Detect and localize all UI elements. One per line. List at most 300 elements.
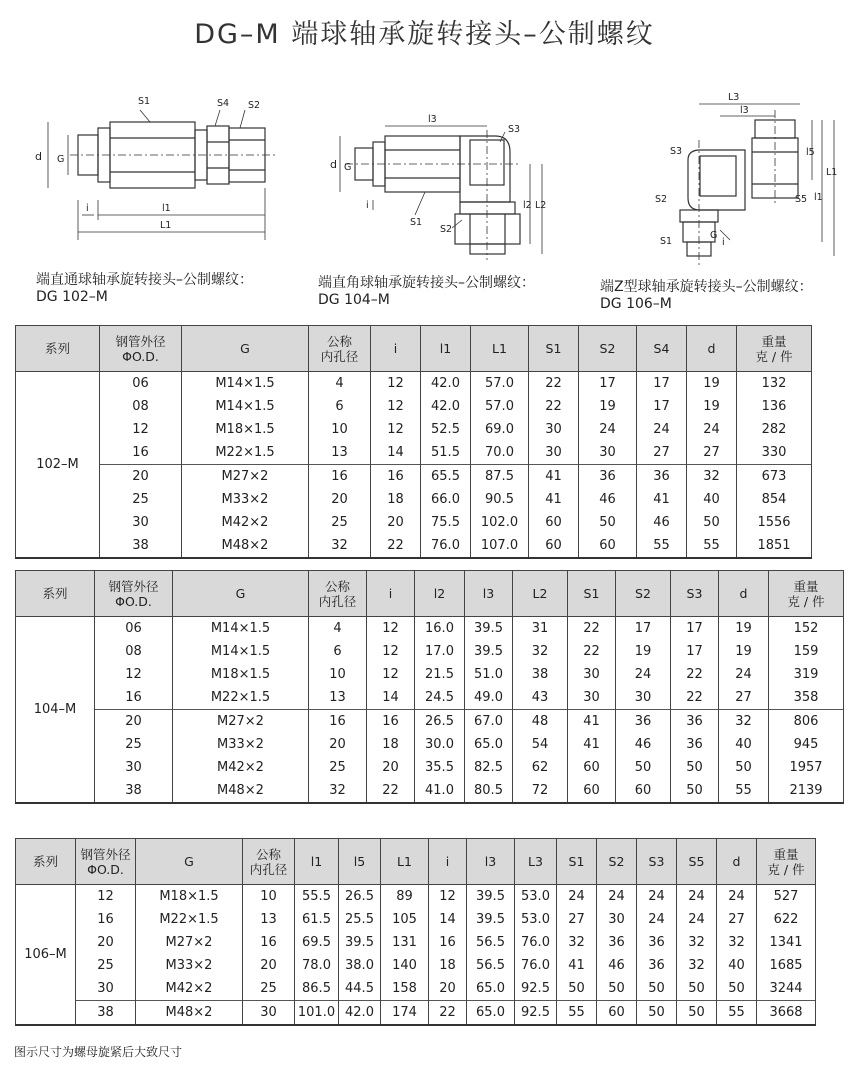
table-cell: 60: [529, 511, 579, 534]
table-cell: M22×1.5: [173, 686, 309, 710]
table-cell: 42.0: [339, 1001, 381, 1026]
table-cell: 12: [367, 663, 415, 686]
table-cell: 24: [557, 885, 597, 909]
table-cell: M22×1.5: [136, 908, 243, 931]
table-cell: 32: [309, 534, 371, 558]
table-cell: 24: [597, 885, 637, 909]
table-cell: 38: [100, 534, 182, 558]
label-104-s2: S2: [440, 224, 453, 235]
table-cell: 1957: [769, 756, 844, 779]
table-cell: 38: [95, 779, 173, 803]
table-cell: M42×2: [136, 977, 243, 1001]
label-102-s2: S2: [248, 100, 261, 111]
table-cell: 3668: [757, 1001, 816, 1026]
column-header: S3: [671, 571, 719, 617]
footnote: 图示尺寸为螺母旋紧后大致尺寸: [14, 1045, 183, 1059]
table-cell: 152: [769, 617, 844, 641]
table-cell: 17: [579, 372, 637, 396]
table-cell: 16: [76, 908, 136, 931]
table-cell: 50: [637, 1001, 677, 1026]
table-cell: M18×1.5: [182, 418, 309, 441]
table-cell: 30: [529, 441, 579, 465]
table-cell: 50: [637, 977, 677, 1001]
table-cell: 4: [309, 617, 367, 641]
table-cell: 46: [637, 511, 687, 534]
table-cell: 25: [243, 977, 295, 1001]
table-cell: 1685: [757, 954, 816, 977]
column-header: 公称 内孔径: [309, 571, 367, 617]
table-cell: 39.5: [465, 617, 513, 641]
table-cell: 30: [529, 418, 579, 441]
table-cell: 36: [671, 733, 719, 756]
table-cell: 17: [671, 617, 719, 641]
column-header: l1: [421, 326, 471, 372]
table-cell: 55.5: [295, 885, 339, 909]
table-cell: 36: [616, 710, 671, 734]
table-cell: 20: [371, 511, 421, 534]
table-cell: 24: [637, 885, 677, 909]
table-cell: 282: [737, 418, 812, 441]
table-row: [16, 931, 816, 954]
table-cell: 25.5: [339, 908, 381, 931]
label-106-s5: S5: [795, 194, 808, 205]
table-cell: 36: [637, 954, 677, 977]
table-cell: 39.5: [467, 885, 515, 909]
table-cell: 53.0: [515, 885, 557, 909]
table-cell: 08: [95, 640, 173, 663]
column-header: G: [182, 326, 309, 372]
column-header: 系列: [16, 326, 100, 372]
table-cell: 65.5: [421, 465, 471, 489]
table-cell: 30.0: [415, 733, 465, 756]
column-header: S2: [616, 571, 671, 617]
column-header: S3: [637, 839, 677, 885]
table-cell: 32: [717, 931, 757, 954]
table-cell: 82.5: [465, 756, 513, 779]
table-cell: 50: [557, 977, 597, 1001]
table-cell: 46: [579, 488, 637, 511]
table-cell: 57.0: [471, 372, 529, 396]
table-cell: 1851: [737, 534, 812, 558]
table-row: [16, 779, 844, 803]
table-cell: 32: [309, 779, 367, 803]
label-106-l3: l3: [740, 105, 749, 116]
table-cell: 12: [76, 885, 136, 909]
table-cell: 20: [100, 465, 182, 489]
table-cell: 6: [309, 640, 367, 663]
table-cell: 30: [95, 756, 173, 779]
table-cell: 50: [687, 511, 737, 534]
table-cell: 10: [243, 885, 295, 909]
table-cell: 12: [95, 663, 173, 686]
label-106-L1: L1: [826, 167, 838, 178]
column-header: l3: [467, 839, 515, 885]
table-cell: 18: [429, 954, 467, 977]
caption-dg106: [600, 279, 813, 313]
table-row: [16, 663, 844, 686]
table-cell: 30: [568, 686, 616, 710]
table-cell: 10: [309, 418, 371, 441]
table-cell: 56.5: [467, 931, 515, 954]
caption-model: DG 104–M: [318, 292, 390, 308]
table-cell: 158: [381, 977, 429, 1001]
table-cell: M48×2: [136, 1001, 243, 1026]
table-cell: 319: [769, 663, 844, 686]
table-cell: 19: [719, 617, 769, 641]
table-cell: 92.5: [515, 1001, 557, 1026]
column-header: 钢管外径 ΦO.D.: [95, 571, 173, 617]
table-cell: 30: [568, 663, 616, 686]
table-cell: 60: [529, 534, 579, 558]
table-cell: 25: [95, 733, 173, 756]
label-102-s4: S4: [217, 98, 230, 109]
table-cell: 330: [737, 441, 812, 465]
column-header: S2: [597, 839, 637, 885]
table-cell: 89: [381, 885, 429, 909]
table-cell: M14×1.5: [173, 617, 309, 641]
table-cell: 86.5: [295, 977, 339, 1001]
table-cell: 56.5: [467, 954, 515, 977]
table-cell: 30: [597, 908, 637, 931]
table-cell: 27: [557, 908, 597, 931]
column-header: L3: [515, 839, 557, 885]
table-cell: 1556: [737, 511, 812, 534]
column-header: S1: [568, 571, 616, 617]
table-cell: 32: [719, 710, 769, 734]
table-cell: 41: [529, 488, 579, 511]
table-cell: 22: [367, 779, 415, 803]
table-cell: 945: [769, 733, 844, 756]
table-cell: 3244: [757, 977, 816, 1001]
table-cell: 16: [371, 465, 421, 489]
table-cell: 12: [367, 617, 415, 641]
caption-model: DG 102–M: [36, 289, 108, 305]
label-104-l2: l2: [523, 200, 532, 211]
table-cell: 31: [513, 617, 568, 641]
table-cell: 4: [309, 372, 371, 396]
table-cell: M14×1.5: [182, 372, 309, 396]
table-cell: 75.5: [421, 511, 471, 534]
table-cell: 60: [568, 779, 616, 803]
table-row: [16, 908, 816, 931]
table-row: [16, 372, 812, 396]
table-row: [16, 534, 812, 558]
table-cell: 55: [687, 534, 737, 558]
table-cell: 10: [309, 663, 367, 686]
table-cell: 06: [95, 617, 173, 641]
table-cell: 12: [367, 640, 415, 663]
table-cell: 87.5: [471, 465, 529, 489]
table-cell: 17: [671, 640, 719, 663]
series-cell: 102–M: [16, 372, 100, 559]
table-cell: M42×2: [182, 511, 309, 534]
table-cell: 673: [737, 465, 812, 489]
table-cell: 32: [687, 465, 737, 489]
table-cell: 19: [687, 395, 737, 418]
table-cell: 17.0: [415, 640, 465, 663]
table-cell: M18×1.5: [136, 885, 243, 909]
table-cell: 12: [100, 418, 182, 441]
table-cell: 20: [243, 954, 295, 977]
table-cell: 40: [717, 954, 757, 977]
table-cell: 42.0: [421, 395, 471, 418]
caption-title: 端Z型球轴承旋转接头–公制螺纹：: [600, 279, 813, 295]
column-header: L1: [381, 839, 429, 885]
drawing-dg106: [680, 104, 834, 265]
table-cell: 140: [381, 954, 429, 977]
label-104-l3: l3: [428, 114, 437, 125]
caption-title: 端直角球轴承旋转接头–公制螺纹：: [318, 275, 535, 291]
table-cell: 527: [757, 885, 816, 909]
table-cell: 46: [616, 733, 671, 756]
table-cell: 22: [568, 640, 616, 663]
column-header: i: [367, 571, 415, 617]
table-cell: 24: [637, 908, 677, 931]
label-106-l1: l1: [814, 192, 823, 203]
table-cell: 41: [557, 954, 597, 977]
table-cell: 30: [616, 686, 671, 710]
table-cell: 132: [737, 372, 812, 396]
table-cell: 65.0: [467, 977, 515, 1001]
label-106-L3: L3: [728, 92, 740, 103]
column-header: L1: [471, 326, 529, 372]
table-cell: 32: [677, 931, 717, 954]
table-cell: 41: [637, 488, 687, 511]
column-header: S4: [637, 326, 687, 372]
table-cell: 17: [637, 395, 687, 418]
label-106-s3: S3: [670, 146, 683, 157]
table-cell: 14: [429, 908, 467, 931]
column-header: d: [719, 571, 769, 617]
table-cell: 22: [429, 1001, 467, 1026]
table-cell: M18×1.5: [173, 663, 309, 686]
column-header: i: [429, 839, 467, 885]
table-cell: 40: [719, 733, 769, 756]
column-header: 系列: [16, 571, 95, 617]
table-cell: 12: [371, 418, 421, 441]
table-cell: 16: [429, 931, 467, 954]
label-102-i: i: [86, 203, 89, 214]
table-cell: 50: [597, 977, 637, 1001]
drawing-dg104: [340, 126, 542, 260]
table-cell: 16: [95, 686, 173, 710]
table-cell: 50: [671, 756, 719, 779]
table-cell: 24: [677, 908, 717, 931]
label-102-L1: L1: [160, 220, 172, 231]
table-cell: 854: [737, 488, 812, 511]
table-row: [16, 756, 844, 779]
column-header: S1: [557, 839, 597, 885]
table-cell: 65.0: [467, 1001, 515, 1026]
table-cell: 101.0: [295, 1001, 339, 1026]
table-cell: 27: [717, 908, 757, 931]
table-cell: 55: [717, 1001, 757, 1026]
table-cell: 24: [687, 418, 737, 441]
table-cell: 76.0: [421, 534, 471, 558]
table-row: [16, 640, 844, 663]
label-102-l1: l1: [162, 203, 171, 214]
table-cell: 08: [100, 395, 182, 418]
table-cell: 25: [309, 756, 367, 779]
table-cell: 36: [579, 465, 637, 489]
column-header: d: [687, 326, 737, 372]
table-cell: 30: [243, 1001, 295, 1026]
table-cell: 46: [597, 954, 637, 977]
table-cell: 72: [513, 779, 568, 803]
column-header: l3: [465, 571, 513, 617]
spec-table-102m: [15, 325, 812, 559]
table-cell: 62: [513, 756, 568, 779]
column-header: 公称 内孔径: [309, 326, 371, 372]
column-header: i: [371, 326, 421, 372]
table-cell: 22: [671, 686, 719, 710]
table-cell: 39.5: [465, 640, 513, 663]
label-102-s1: S1: [138, 96, 151, 107]
table-cell: 66.0: [421, 488, 471, 511]
column-header: G: [136, 839, 243, 885]
table-cell: 60: [597, 1001, 637, 1026]
column-header: S1: [529, 326, 579, 372]
table-cell: M22×1.5: [182, 441, 309, 465]
table-cell: 20: [367, 756, 415, 779]
table-cell: 38: [76, 1001, 136, 1026]
column-header: 重量 克 / 件: [769, 571, 844, 617]
table-cell: 20: [429, 977, 467, 1001]
table-cell: 50: [579, 511, 637, 534]
table-cell: 20: [309, 733, 367, 756]
table-cell: 39.5: [467, 908, 515, 931]
column-header: 钢管外径 ΦO.D.: [76, 839, 136, 885]
caption-dg102: [36, 272, 253, 306]
table-cell: 16.0: [415, 617, 465, 641]
table-cell: M14×1.5: [182, 395, 309, 418]
table-cell: 36: [637, 465, 687, 489]
table-cell: 55: [719, 779, 769, 803]
table-cell: 30: [100, 511, 182, 534]
table-cell: 14: [371, 441, 421, 465]
table-row: [16, 733, 844, 756]
table-cell: 40: [687, 488, 737, 511]
column-header: S5: [677, 839, 717, 885]
table-row: [16, 511, 812, 534]
table-cell: 76.0: [515, 931, 557, 954]
caption-model: DG 106–M: [600, 296, 672, 312]
label-106-l5: l5: [806, 147, 815, 158]
table-cell: 41: [568, 710, 616, 734]
table-cell: 25: [100, 488, 182, 511]
table-cell: 57.0: [471, 395, 529, 418]
series-cell: 104–M: [16, 617, 95, 804]
table-cell: 69.0: [471, 418, 529, 441]
table-cell: 78.0: [295, 954, 339, 977]
table-cell: 32: [677, 954, 717, 977]
column-header: l1: [295, 839, 339, 885]
table-cell: 42.0: [421, 372, 471, 396]
table-cell: 39.5: [339, 931, 381, 954]
table-cell: 38: [513, 663, 568, 686]
table-cell: M48×2: [182, 534, 309, 558]
table-cell: 16: [243, 931, 295, 954]
technical-drawings: [0, 80, 849, 265]
column-header: S2: [579, 326, 637, 372]
table-cell: 20: [76, 931, 136, 954]
table-cell: 24.5: [415, 686, 465, 710]
table-cell: 41.0: [415, 779, 465, 803]
table-cell: 19: [687, 372, 737, 396]
table-cell: 32: [557, 931, 597, 954]
table-cell: 174: [381, 1001, 429, 1026]
table-cell: 16: [309, 710, 367, 734]
table-cell: 13: [309, 441, 371, 465]
table-cell: 21.5: [415, 663, 465, 686]
table-cell: 43: [513, 686, 568, 710]
table-cell: 24: [719, 663, 769, 686]
label-106-g: G: [710, 230, 718, 241]
column-header: 钢管外径 ΦO.D.: [100, 326, 182, 372]
table-cell: 25: [309, 511, 371, 534]
table-cell: 48: [513, 710, 568, 734]
table-cell: 65.0: [465, 733, 513, 756]
table-cell: 13: [243, 908, 295, 931]
table-row: [16, 954, 816, 977]
table-cell: 102.0: [471, 511, 529, 534]
table-cell: 41: [529, 465, 579, 489]
table-cell: 19: [616, 640, 671, 663]
table-cell: 22: [529, 372, 579, 396]
column-header: 公称 内孔径: [243, 839, 295, 885]
table-row: [16, 977, 816, 1001]
table-cell: M14×1.5: [173, 640, 309, 663]
table-cell: 20: [309, 488, 371, 511]
table-cell: 38.0: [339, 954, 381, 977]
table-cell: 20: [95, 710, 173, 734]
table-cell: 55: [557, 1001, 597, 1026]
table-cell: 27: [687, 441, 737, 465]
table-cell: 54: [513, 733, 568, 756]
table-cell: 19: [719, 640, 769, 663]
table-cell: 159: [769, 640, 844, 663]
spec-table-104m: [15, 570, 844, 804]
table-cell: 50: [677, 977, 717, 1001]
table-cell: 36: [637, 931, 677, 954]
label-106-s2: S2: [655, 194, 668, 205]
caption-dg104: [318, 275, 535, 309]
table-cell: 1341: [757, 931, 816, 954]
table-cell: 131: [381, 931, 429, 954]
table-cell: 13: [309, 686, 367, 710]
table-cell: 27: [719, 686, 769, 710]
table-cell: 76.0: [515, 954, 557, 977]
table-cell: M33×2: [182, 488, 309, 511]
table-cell: M33×2: [173, 733, 309, 756]
label-104-i: i: [366, 200, 369, 211]
table-cell: 50: [616, 756, 671, 779]
table-cell: M27×2: [136, 931, 243, 954]
table-row: [16, 1001, 816, 1026]
table-cell: 24: [579, 418, 637, 441]
table-cell: 06: [100, 372, 182, 396]
table-cell: M42×2: [173, 756, 309, 779]
table-cell: 30: [579, 441, 637, 465]
table-cell: 22: [371, 534, 421, 558]
table-cell: 67.0: [465, 710, 513, 734]
table-cell: 24: [637, 418, 687, 441]
table-cell: 16: [100, 441, 182, 465]
table-cell: 32: [513, 640, 568, 663]
table-cell: 16: [367, 710, 415, 734]
table-cell: 25: [76, 954, 136, 977]
table-cell: 2139: [769, 779, 844, 803]
